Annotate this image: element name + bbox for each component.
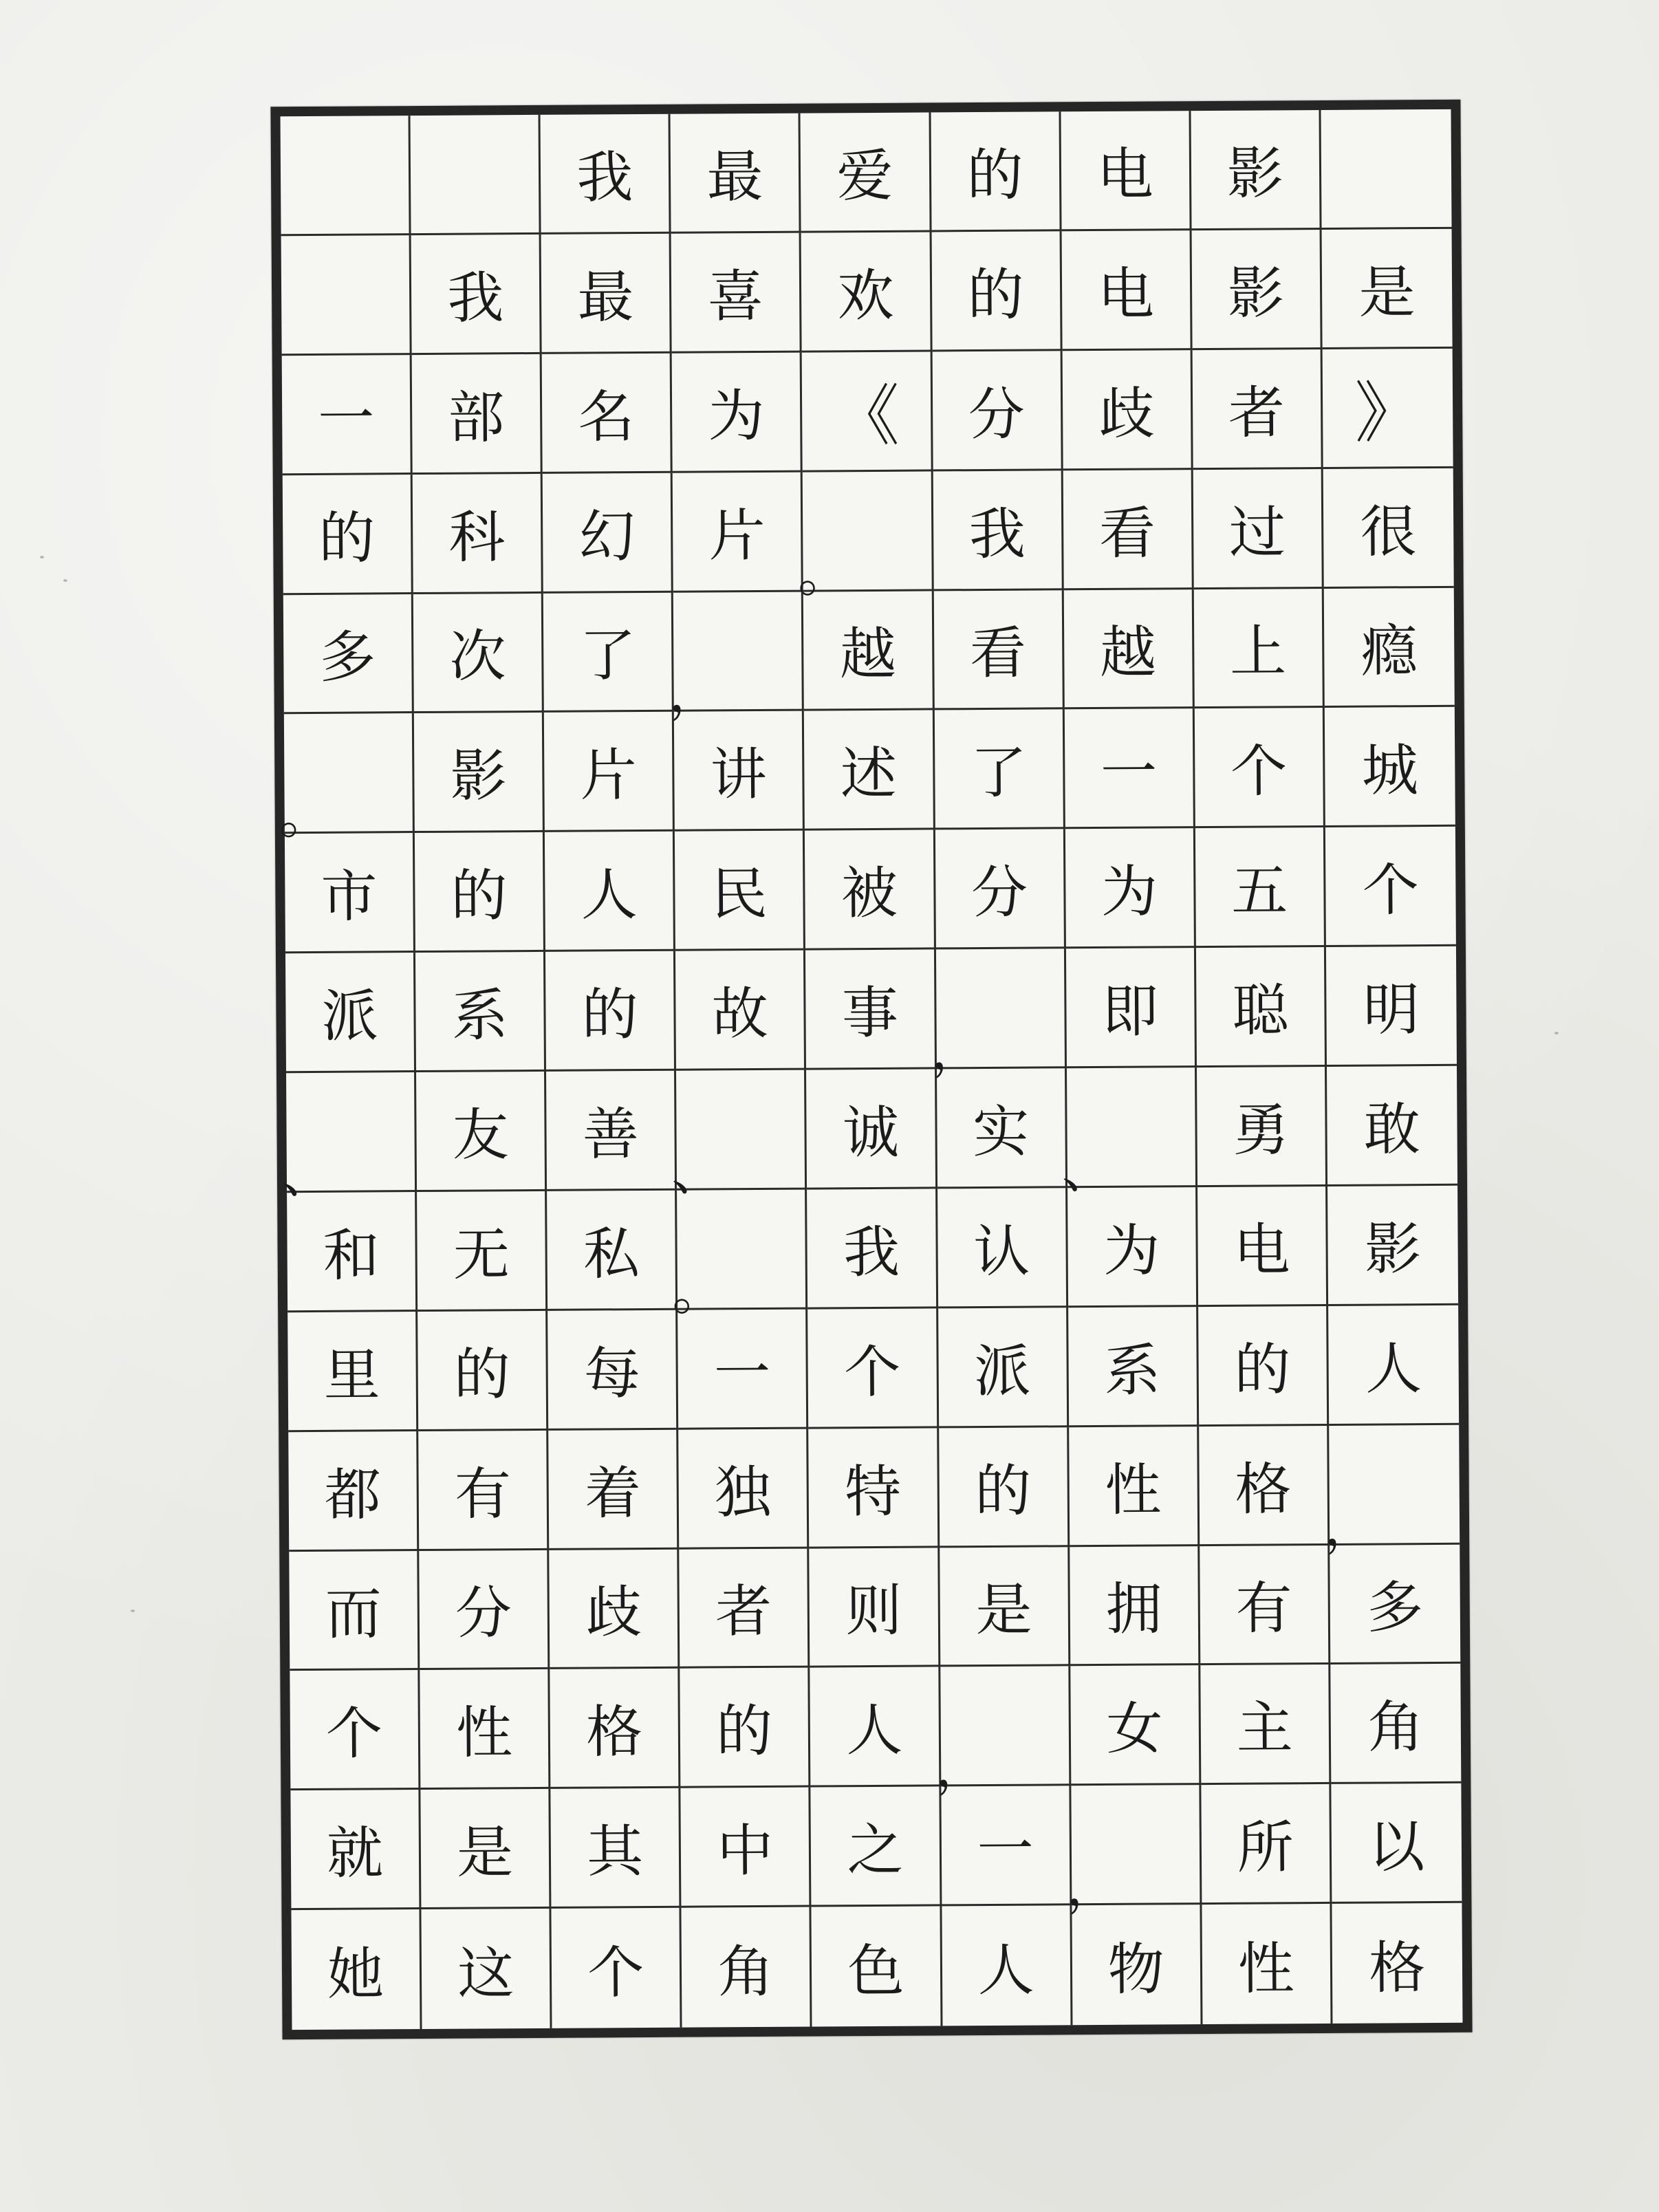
- grid-character: 角: [1367, 1695, 1424, 1761]
- paper-speck: [63, 579, 67, 582]
- grid-character: 片: [580, 743, 637, 809]
- grid-cell: [547, 1310, 678, 1430]
- grid-character: 影: [1364, 1216, 1422, 1283]
- grid-character: 个: [843, 1339, 901, 1405]
- grid-character: 我: [576, 145, 633, 211]
- grid-cell: [541, 114, 671, 235]
- grid-cell: [935, 1667, 1071, 1799]
- grid-cell: [809, 1428, 940, 1548]
- grid-character: 的: [966, 142, 1023, 209]
- grid-character: 部: [448, 384, 505, 451]
- grid-cell: [415, 952, 546, 1072]
- grid-character: 性: [455, 1700, 513, 1767]
- grid-character: [411, 115, 539, 233]
- grid-character: 有: [454, 1461, 512, 1528]
- grid-character: 人: [977, 1938, 1034, 2004]
- grid-character: 诚: [842, 1100, 900, 1167]
- grid-cell: [934, 710, 1065, 830]
- grid-cell: [931, 948, 1066, 1081]
- grid-cell: [413, 593, 544, 713]
- grid-character: 一: [1100, 739, 1158, 806]
- grid-character: 分: [968, 382, 1026, 448]
- grid-character: 我: [447, 265, 504, 332]
- grid-character: 就: [326, 1821, 384, 1887]
- grid-character: 分: [971, 860, 1028, 926]
- grid-character: 城: [1361, 738, 1419, 804]
- punctuation-mark: 。: [279, 784, 332, 846]
- grid-cell: [289, 1551, 420, 1671]
- grid-character: 敢: [1363, 1097, 1421, 1163]
- grid-character: 色: [847, 1938, 904, 2004]
- grid-cell: [1325, 707, 1455, 827]
- grid-character: 和: [323, 1223, 380, 1289]
- grid-character: 的: [967, 262, 1025, 328]
- grid-character: 物: [1107, 1936, 1165, 2003]
- grid-cell: [1200, 1545, 1330, 1665]
- grid-cell: [281, 235, 412, 356]
- grid-character: 拥: [1105, 1576, 1162, 1643]
- grid-cell: [290, 1790, 421, 1910]
- grid-cell: [1063, 589, 1194, 710]
- grid-character: 有: [1235, 1576, 1292, 1642]
- grid-cell: [1194, 588, 1325, 708]
- grid-character: [281, 235, 410, 354]
- grid-character: 勇: [1233, 1098, 1290, 1164]
- grid-cell: [1070, 1546, 1200, 1667]
- grid-character: 个: [1230, 739, 1288, 805]
- grid-cell: [1200, 1665, 1331, 1785]
- grid-character: 民: [711, 862, 768, 928]
- grid-cell: [1061, 1067, 1197, 1200]
- grid-cell: [420, 1669, 550, 1790]
- grid-character: 善: [582, 1102, 640, 1168]
- grid-character: 性: [1237, 1936, 1295, 2002]
- grid-character: 电: [1096, 142, 1154, 208]
- grid-cell: [1066, 948, 1197, 1068]
- grid-character: 性: [1105, 1457, 1162, 1524]
- grid-character: 实: [972, 1099, 1030, 1166]
- grid-cell: [552, 1908, 682, 2028]
- grid-cell: [1324, 587, 1455, 708]
- grid-character: 五: [1230, 858, 1288, 924]
- grid-cell: [937, 1068, 1067, 1189]
- grid-character: 的: [581, 982, 639, 1048]
- grid-character: 个: [325, 1701, 383, 1768]
- grid-character: 而: [325, 1581, 382, 1648]
- grid-cell: [1062, 350, 1193, 470]
- grid-cell: [1330, 1544, 1460, 1665]
- grid-character: 的: [975, 1458, 1032, 1524]
- grid-character: 科: [448, 504, 506, 571]
- grid-cell: [420, 1789, 551, 1909]
- grid-cell: [1067, 1187, 1198, 1308]
- grid-character: 派: [321, 984, 378, 1050]
- grid-character: 一: [317, 386, 375, 452]
- grid-character: 个: [587, 1940, 644, 2006]
- grid-cell: [1322, 349, 1453, 469]
- grid-cell: [285, 833, 415, 953]
- grid-cell: [548, 1429, 679, 1550]
- grid-cell: [1327, 1066, 1457, 1186]
- grid-character: 是: [1358, 259, 1416, 326]
- grid-character: 了: [579, 623, 636, 690]
- grid-character: 越: [1099, 620, 1157, 686]
- grid-cell: [1195, 827, 1326, 948]
- punctuation-mark: ，: [1323, 1495, 1377, 1557]
- grid-cell: [411, 115, 541, 235]
- grid-cell: [1199, 1426, 1330, 1546]
- grid-cell: [808, 1308, 939, 1429]
- grid-cell: [415, 832, 545, 953]
- grid-cell: [1327, 1186, 1458, 1306]
- grid-character: 很: [1360, 499, 1417, 565]
- grid-cell: [937, 1188, 1068, 1308]
- grid-cell: [288, 1431, 419, 1552]
- grid-cell: [1072, 1905, 1202, 2025]
- grid-character: 分: [455, 1581, 512, 1647]
- grid-character: 中: [717, 1819, 774, 1885]
- grid-cell: [287, 1192, 418, 1312]
- grid-character: 越: [839, 622, 897, 688]
- grid-cell: [1332, 1903, 1462, 2024]
- grid-cell: [806, 1069, 937, 1189]
- grid-character: 最: [577, 264, 634, 331]
- grid-character: 多: [319, 625, 376, 691]
- grid-cell: [810, 1548, 940, 1668]
- grid-cell: [1192, 349, 1323, 470]
- grid-cell: [805, 950, 936, 1070]
- grid-character: 电: [1233, 1217, 1290, 1283]
- grid-cell: [544, 712, 675, 832]
- grid-cell: [1196, 947, 1327, 1067]
- grid-cell: [931, 231, 1062, 351]
- grid-cell: [1191, 110, 1321, 230]
- punctuation-mark: ，: [1065, 1855, 1119, 1918]
- grid-cell: [1326, 946, 1457, 1067]
- character-grid: [281, 109, 1463, 2030]
- grid-cell: [291, 1909, 422, 2030]
- grid-cell: [1330, 1664, 1461, 1784]
- grid-cell: [546, 1071, 677, 1191]
- grid-character: 为: [1100, 859, 1158, 926]
- grid-character: 我: [843, 1219, 900, 1286]
- grid-character: 以: [1368, 1814, 1425, 1880]
- grid-character: 者: [1228, 380, 1286, 446]
- grid-character: 为: [708, 383, 765, 450]
- paper-speck: [131, 1609, 135, 1612]
- grid-character: 《: [833, 377, 900, 455]
- grid-cell: [1197, 1067, 1327, 1187]
- grid-character: 电: [1097, 261, 1155, 327]
- punctuation-mark: ，: [931, 1019, 984, 1081]
- grid-cell: [1193, 469, 1323, 589]
- grid-cell: [283, 594, 414, 715]
- grid-cell: [545, 951, 676, 1072]
- grid-cell: [1201, 1784, 1332, 1905]
- grid-character: 喜: [707, 263, 764, 330]
- grid-cell: [1331, 1783, 1462, 1904]
- grid-cell: [682, 1907, 812, 2028]
- grid-cell: [1321, 109, 1451, 230]
- grid-character: 》: [1354, 373, 1421, 452]
- grid-character: 是: [975, 1578, 1032, 1644]
- grid-cell: [290, 1670, 420, 1790]
- grid-cell: [417, 1191, 547, 1312]
- grid-cell: [285, 953, 416, 1073]
- grid-cell: [418, 1431, 549, 1551]
- grid-cell: [804, 711, 935, 831]
- grid-character: 影: [1226, 141, 1284, 207]
- grid-cell: [942, 1905, 1072, 2026]
- grid-character: 里: [323, 1343, 381, 1409]
- grid-character: 友: [452, 1103, 510, 1169]
- grid-character: 者: [715, 1579, 772, 1645]
- grid-cell: [543, 473, 673, 593]
- grid-cell: [940, 1547, 1070, 1667]
- grid-character: 我: [968, 501, 1026, 567]
- grid-character: 的: [715, 1699, 773, 1765]
- grid-cell: [675, 831, 805, 951]
- paper-speck: [1554, 1032, 1559, 1034]
- grid-cell: [677, 1309, 808, 1429]
- punctuation-mark: 。: [797, 541, 851, 604]
- grid-character: 人: [846, 1698, 903, 1764]
- punctuation-mark: 、: [671, 1140, 724, 1202]
- grid-cell: [679, 1429, 810, 1549]
- grid-cell: [803, 591, 934, 711]
- grid-cell: [1197, 1186, 1328, 1307]
- grid-character: 之: [847, 1817, 904, 1884]
- grid-cell: [1061, 230, 1192, 351]
- grid-character: 人: [1365, 1336, 1422, 1402]
- punctuation-mark: 、: [1061, 1138, 1114, 1200]
- grid-cell: [1202, 1904, 1332, 2024]
- grid-cell: [807, 1189, 938, 1309]
- grid-cell: [673, 472, 803, 592]
- grid-character: 每: [583, 1341, 641, 1407]
- grid-cell: [1195, 708, 1325, 828]
- grid-cell: [1070, 1665, 1201, 1786]
- grid-cell: [1061, 111, 1191, 231]
- grid-character: 名: [578, 384, 635, 451]
- grid-character: 歧: [1098, 381, 1156, 447]
- grid-character: 看: [1098, 501, 1156, 567]
- grid-character: 其: [586, 1819, 644, 1885]
- grid-character: 一: [713, 1340, 771, 1407]
- grid-cell: [545, 832, 675, 952]
- grid-character: [1321, 109, 1451, 228]
- grid-character: 着: [584, 1460, 642, 1527]
- grid-cell: [412, 354, 543, 475]
- grid-cell: [674, 711, 805, 832]
- grid-cell: [547, 1191, 677, 1311]
- grid-character: 人: [581, 863, 638, 929]
- grid-cell: [549, 1549, 680, 1669]
- grid-cell: [1069, 1427, 1200, 1547]
- grid-character: 的: [451, 863, 508, 929]
- grid-character: 被: [841, 860, 898, 927]
- grid-character: 爱: [836, 143, 893, 210]
- grid-cell: [542, 354, 673, 474]
- grid-character: 格: [1369, 1935, 1426, 2002]
- grid-character: 幻: [578, 503, 636, 570]
- grid-character: 的: [318, 505, 376, 572]
- grid-cell: [811, 1787, 942, 1907]
- grid-cell: [1063, 470, 1193, 590]
- grid-cell: [1064, 708, 1195, 829]
- grid-cell: [672, 1189, 807, 1322]
- grid-cell: [1191, 230, 1322, 350]
- grid-character: 讲: [710, 742, 768, 808]
- grid-character: 所: [1237, 1815, 1294, 1881]
- grid-cell: [550, 1669, 681, 1789]
- grid-cell: [935, 830, 1065, 950]
- grid-cell: [931, 111, 1061, 232]
- grid-character: 的: [1234, 1336, 1291, 1403]
- grid-cell: [551, 1788, 682, 1909]
- grid-cell: [413, 474, 543, 594]
- grid-cell: [810, 1667, 941, 1788]
- grid-cell: [283, 475, 413, 595]
- grid-character: 述: [840, 741, 898, 807]
- grid-cell: [414, 713, 545, 833]
- grid-cell: [672, 352, 803, 473]
- grid-character: 最: [706, 144, 763, 210]
- grid-cell: [812, 1907, 942, 2027]
- grid-cell: [1068, 1307, 1199, 1427]
- punctuation-mark: ，: [668, 662, 722, 724]
- grid-character: 明: [1363, 977, 1420, 1043]
- grid-cell: [1323, 1424, 1460, 1557]
- grid-cell: [282, 355, 413, 475]
- punctuation-mark: 、: [281, 1142, 334, 1205]
- grid-cell: [543, 592, 674, 713]
- grid-character: 看: [969, 621, 1027, 687]
- grid-character: 系: [451, 983, 508, 1049]
- grid-cell: [797, 471, 933, 604]
- grid-cell: [411, 235, 542, 355]
- grid-cell: [1065, 1785, 1202, 1918]
- grid-cell: [1321, 229, 1452, 349]
- grid-cell: [418, 1311, 548, 1431]
- grid-cell: [1323, 468, 1454, 588]
- grid-character: 影: [1227, 261, 1285, 327]
- grid-cell: [932, 351, 1063, 471]
- punctuation-mark: 。: [672, 1260, 725, 1322]
- punctuation-mark: ，: [935, 1737, 988, 1799]
- grid-character: 即: [1101, 979, 1159, 1045]
- grid-character: 片: [708, 503, 766, 569]
- grid-cell: [933, 590, 1064, 711]
- grid-character: 她: [327, 1941, 384, 2008]
- grid-character: 为: [1103, 1218, 1160, 1284]
- grid-character: [281, 116, 409, 234]
- grid-character: 多: [1366, 1575, 1424, 1642]
- grid-character: 是: [456, 1820, 514, 1886]
- grid-character: 认: [973, 1219, 1030, 1285]
- grid-character: 影: [450, 744, 507, 810]
- grid-cell: [1065, 828, 1196, 948]
- grid-character: 格: [1235, 1456, 1292, 1523]
- grid-cell: [675, 951, 806, 1071]
- grid-character: 上: [1229, 619, 1287, 686]
- grid-character: 的: [453, 1341, 511, 1408]
- grid-character: 无: [453, 1222, 510, 1288]
- grid-character: 故: [711, 981, 769, 1048]
- grid-character: 都: [324, 1462, 382, 1528]
- grid-cell: [671, 1070, 807, 1202]
- grid-character: 女: [1106, 1696, 1163, 1763]
- grid-cell: [279, 713, 415, 846]
- grid-character: 歧: [585, 1580, 642, 1646]
- grid-character: 瘾: [1360, 618, 1418, 685]
- grid-cell: [801, 232, 932, 352]
- grid-character: 一: [977, 1817, 1034, 1883]
- manuscript-grid-sheet: [270, 100, 1472, 2040]
- grid-cell: [422, 1909, 552, 2029]
- grid-character: 个: [1362, 858, 1420, 924]
- grid-cell: [419, 1550, 550, 1670]
- grid-character: 欢: [837, 263, 894, 329]
- grid-cell: [416, 1072, 547, 1192]
- grid-cell: [805, 830, 935, 951]
- grid-cell: [681, 1788, 812, 1908]
- grid-character: 特: [844, 1459, 902, 1525]
- grid-cell: [671, 113, 801, 234]
- grid-character: 格: [585, 1700, 643, 1766]
- grid-character: 了: [970, 740, 1028, 807]
- grid-cell: [939, 1427, 1070, 1548]
- grid-cell: [1325, 827, 1456, 947]
- grid-character: 派: [973, 1338, 1031, 1405]
- grid-cell: [941, 1786, 1072, 1906]
- grid-cell: [1328, 1305, 1459, 1426]
- grid-cell: [933, 470, 1063, 591]
- grid-cell: [938, 1308, 1069, 1428]
- grid-cell: [281, 116, 411, 236]
- grid-cell: [668, 592, 804, 724]
- grid-character: 独: [714, 1460, 772, 1526]
- paper-speck: [40, 556, 44, 559]
- grid-cell: [281, 1072, 417, 1205]
- grid-character: 系: [1104, 1338, 1161, 1404]
- grid-character: 这: [457, 1940, 514, 2007]
- grid-character: 角: [717, 1939, 774, 2005]
- grid-cell: [671, 232, 802, 353]
- grid-cell: [541, 234, 672, 354]
- grid-cell: [1198, 1306, 1329, 1427]
- grid-character: 次: [449, 624, 506, 691]
- grid-character: 市: [321, 864, 378, 931]
- grid-cell: [680, 1548, 810, 1669]
- grid-cell: [288, 1312, 418, 1432]
- grid-cell: [802, 351, 933, 472]
- grid-character: 聪: [1232, 978, 1289, 1044]
- grid-character: 事: [841, 980, 899, 1047]
- grid-cell: [801, 112, 931, 232]
- grid-character: 私: [583, 1221, 640, 1288]
- grid-cell: [680, 1668, 811, 1788]
- grid-character: 过: [1228, 499, 1286, 566]
- grid-character: 主: [1236, 1695, 1293, 1762]
- grid-character: 则: [845, 1579, 902, 1645]
